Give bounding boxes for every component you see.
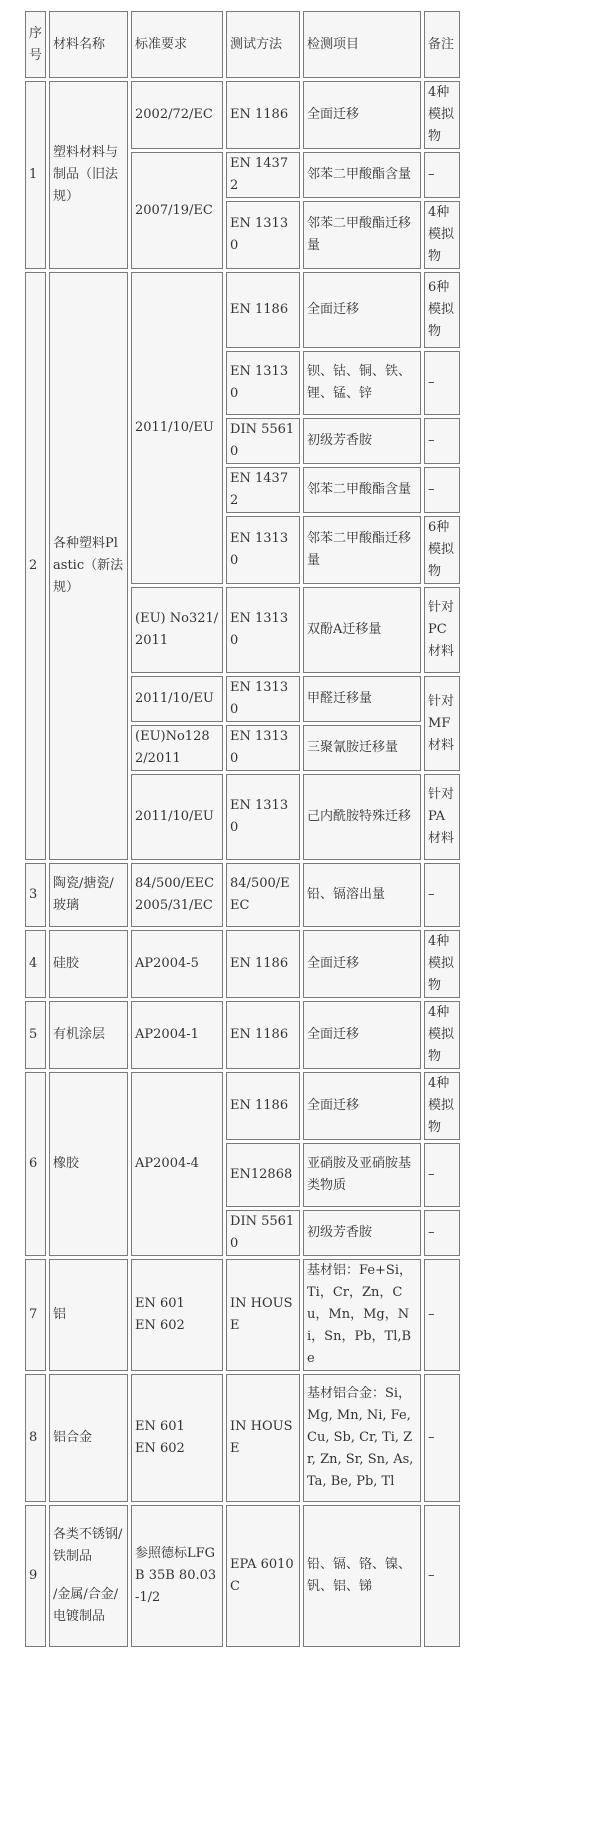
method-cell: DIN 55610 — [226, 1210, 300, 1256]
item-cell: 邻苯二甲酸酯迁移量 — [303, 201, 421, 269]
method-cell: EN 1186 — [226, 1072, 300, 1140]
note-cell: – — [424, 351, 460, 415]
standard-cell — [131, 863, 223, 927]
note-cell: – — [424, 418, 460, 464]
item-cell: 初级芳香胺 — [303, 418, 421, 464]
serial-number-cell: 6 — [25, 1072, 46, 1256]
material-name-cell: 各种塑料Plastic（新法规） — [49, 272, 128, 860]
method-cell: EN 14372 — [226, 152, 300, 198]
standard-cell: (EU)No1282/2011 — [131, 725, 223, 771]
material-name-cell: 有机涂层 — [49, 1001, 128, 1069]
item-cell: 双酚A迁移量 — [303, 587, 421, 673]
table-row — [25, 272, 460, 348]
item-cell: 邻苯二甲酸酯含量 — [303, 152, 421, 198]
method-cell: EN 13130 — [226, 516, 300, 584]
material-name-cell: 铝合金 — [49, 1374, 128, 1502]
note-cell: – — [424, 1505, 460, 1647]
item-cell: 全面迁移 — [303, 1001, 421, 1069]
method-cell: 84/500/EEC — [226, 863, 300, 927]
method-cell: EN 14372 — [226, 467, 300, 513]
table-row — [25, 1374, 460, 1502]
item-cell: 邻苯二甲酸酯迁移量 — [303, 516, 421, 584]
header-serial-number: 序号 — [25, 11, 46, 78]
requirements-table-wrapper — [22, 8, 463, 1650]
item-cell: 全面迁移 — [303, 930, 421, 998]
item-cell: 钡、钴、铜、铁、锂、锰、锌 — [303, 351, 421, 415]
standard-cell: AP2004-4 — [131, 1072, 223, 1256]
material-name-line: 各类不锈钢/铁制品 — [53, 1527, 123, 1564]
item-cell: 铅、镉溶出量 — [303, 863, 421, 927]
method-cell: EN 13130 — [226, 351, 300, 415]
header-remark: 备注 — [424, 11, 460, 78]
standard-cell: 参照德标LFGB 35B 80.03-1/2 — [131, 1505, 223, 1647]
note-cell: – — [424, 1143, 460, 1207]
material-name-cell: 陶瓷/搪瓷/玻璃 — [49, 863, 128, 927]
table-row — [25, 1505, 460, 1647]
method-cell: EN 13130 — [226, 201, 300, 269]
note-cell: – — [424, 863, 460, 927]
table-row — [25, 930, 460, 998]
item-cell: 亚硝胺及亚硝胺基类物质 — [303, 1143, 421, 1207]
serial-number-cell: 3 — [25, 863, 46, 927]
material-name-cell — [49, 1505, 128, 1647]
item-cell: 三聚氰胺迁移量 — [303, 725, 421, 771]
serial-number-cell: 1 — [25, 81, 46, 269]
table-header-row — [25, 11, 460, 78]
serial-number-cell: 7 — [25, 1259, 46, 1371]
serial-number-cell: 2 — [25, 272, 46, 860]
standard-cell: 2011/10/EU — [131, 774, 223, 860]
note-cell: 4种模拟物 — [424, 1072, 460, 1140]
table-row — [25, 1259, 460, 1371]
standard-cell: 2011/10/EU — [131, 676, 223, 722]
method-cell: EN 1186 — [226, 1001, 300, 1069]
material-name-cell: 塑料材料与制品（旧法规） — [49, 81, 128, 269]
table-row — [25, 863, 460, 927]
serial-number-cell: 5 — [25, 1001, 46, 1069]
header-test-method: 测试方法 — [226, 11, 300, 78]
standard-cell: 2007/19/EC — [131, 152, 223, 269]
item-cell: 基材铝：Fe+Si，Ti，Cr，Zn，Cu，Mn，Mg，Ni，Sn，Pb，Tl,Be — [303, 1259, 421, 1371]
note-cell: – — [424, 1210, 460, 1256]
material-name-cell: 硅胶 — [49, 930, 128, 998]
method-cell: EN 13130 — [226, 774, 300, 860]
method-cell: DIN 55610 — [226, 418, 300, 464]
note-cell: 6种模拟物 — [424, 272, 460, 348]
table-row — [25, 1001, 460, 1069]
method-cell: EPA 6010C — [226, 1505, 300, 1647]
item-cell: 全面迁移 — [303, 81, 421, 149]
item-cell: 己内酰胺特殊迁移 — [303, 774, 421, 860]
material-name-cell: 橡胶 — [49, 1072, 128, 1256]
note-cell: – — [424, 1374, 460, 1502]
method-cell: EN12868 — [226, 1143, 300, 1207]
standard-cell — [131, 1374, 223, 1502]
header-material-name: 材料名称 — [49, 11, 128, 78]
requirements-table — [22, 8, 463, 1650]
note-cell: 4种模拟物 — [424, 201, 460, 269]
material-name-cell: 铝 — [49, 1259, 128, 1371]
standard-cell — [131, 1259, 223, 1371]
standard-cell: AP2004-1 — [131, 1001, 223, 1069]
method-cell: EN 13130 — [226, 725, 300, 771]
standard-line: EN 602 — [135, 1441, 185, 1456]
serial-number-cell: 4 — [25, 930, 46, 998]
method-cell: IN HOUSE — [226, 1374, 300, 1502]
standard-cell: (EU) No321/2011 — [131, 587, 223, 673]
note-cell: 6种模拟物 — [424, 516, 460, 584]
table-row — [25, 1072, 460, 1140]
method-cell: IN HOUSE — [226, 1259, 300, 1371]
standard-cell: AP2004-5 — [131, 930, 223, 998]
standard-cell: 2011/10/EU — [131, 272, 223, 584]
header-standard-requirement: 标准要求 — [131, 11, 223, 78]
method-cell: EN 1186 — [226, 930, 300, 998]
note-cell: 针对PA材料 — [424, 774, 460, 860]
note-cell: 4种模拟物 — [424, 1001, 460, 1069]
standard-cell: 2002/72/EC — [131, 81, 223, 149]
note-cell: – — [424, 467, 460, 513]
material-name-line: /金属/合金/电镀制品 — [53, 1587, 119, 1624]
item-cell: 铅、镉、铬、镍、钒、铝、锑 — [303, 1505, 421, 1647]
method-cell: EN 13130 — [226, 676, 300, 722]
item-cell: 邻苯二甲酸酯含量 — [303, 467, 421, 513]
note-cell: – — [424, 1259, 460, 1371]
standard-line: EN 601 — [135, 1419, 185, 1434]
standard-line: 84/500/EEC — [135, 876, 215, 891]
serial-number-cell: 8 — [25, 1374, 46, 1502]
item-cell: 基材铝合金：Si，Mg, Mn, Ni, Fe, Cu, Sb, Cr, Ti, Zr, Zn, Sr, Sn, As, Ta, Be, Pb, Tl — [303, 1374, 421, 1502]
standard-line: 2005/31/EC — [135, 898, 213, 913]
serial-number-cell: 9 — [25, 1505, 46, 1647]
item-cell: 全面迁移 — [303, 272, 421, 348]
table-row — [25, 81, 460, 149]
method-cell: EN 1186 — [226, 81, 300, 149]
note-cell: – — [424, 152, 460, 198]
item-cell: 全面迁移 — [303, 1072, 421, 1140]
standard-line: EN 601 — [135, 1296, 185, 1311]
method-cell: EN 1186 — [226, 272, 300, 348]
item-cell: 初级芳香胺 — [303, 1210, 421, 1256]
method-cell: EN 13130 — [226, 587, 300, 673]
line-gap — [53, 1568, 124, 1584]
standard-line: EN 602 — [135, 1318, 185, 1333]
note-cell: 4种模拟物 — [424, 81, 460, 149]
header-test-item: 检测项目 — [303, 11, 421, 78]
item-cell: 甲醛迁移量 — [303, 676, 421, 722]
note-cell: 针对MF材料 — [424, 676, 460, 771]
note-cell: 4种模拟物 — [424, 930, 460, 998]
note-cell: 针对PC材料 — [424, 587, 460, 673]
